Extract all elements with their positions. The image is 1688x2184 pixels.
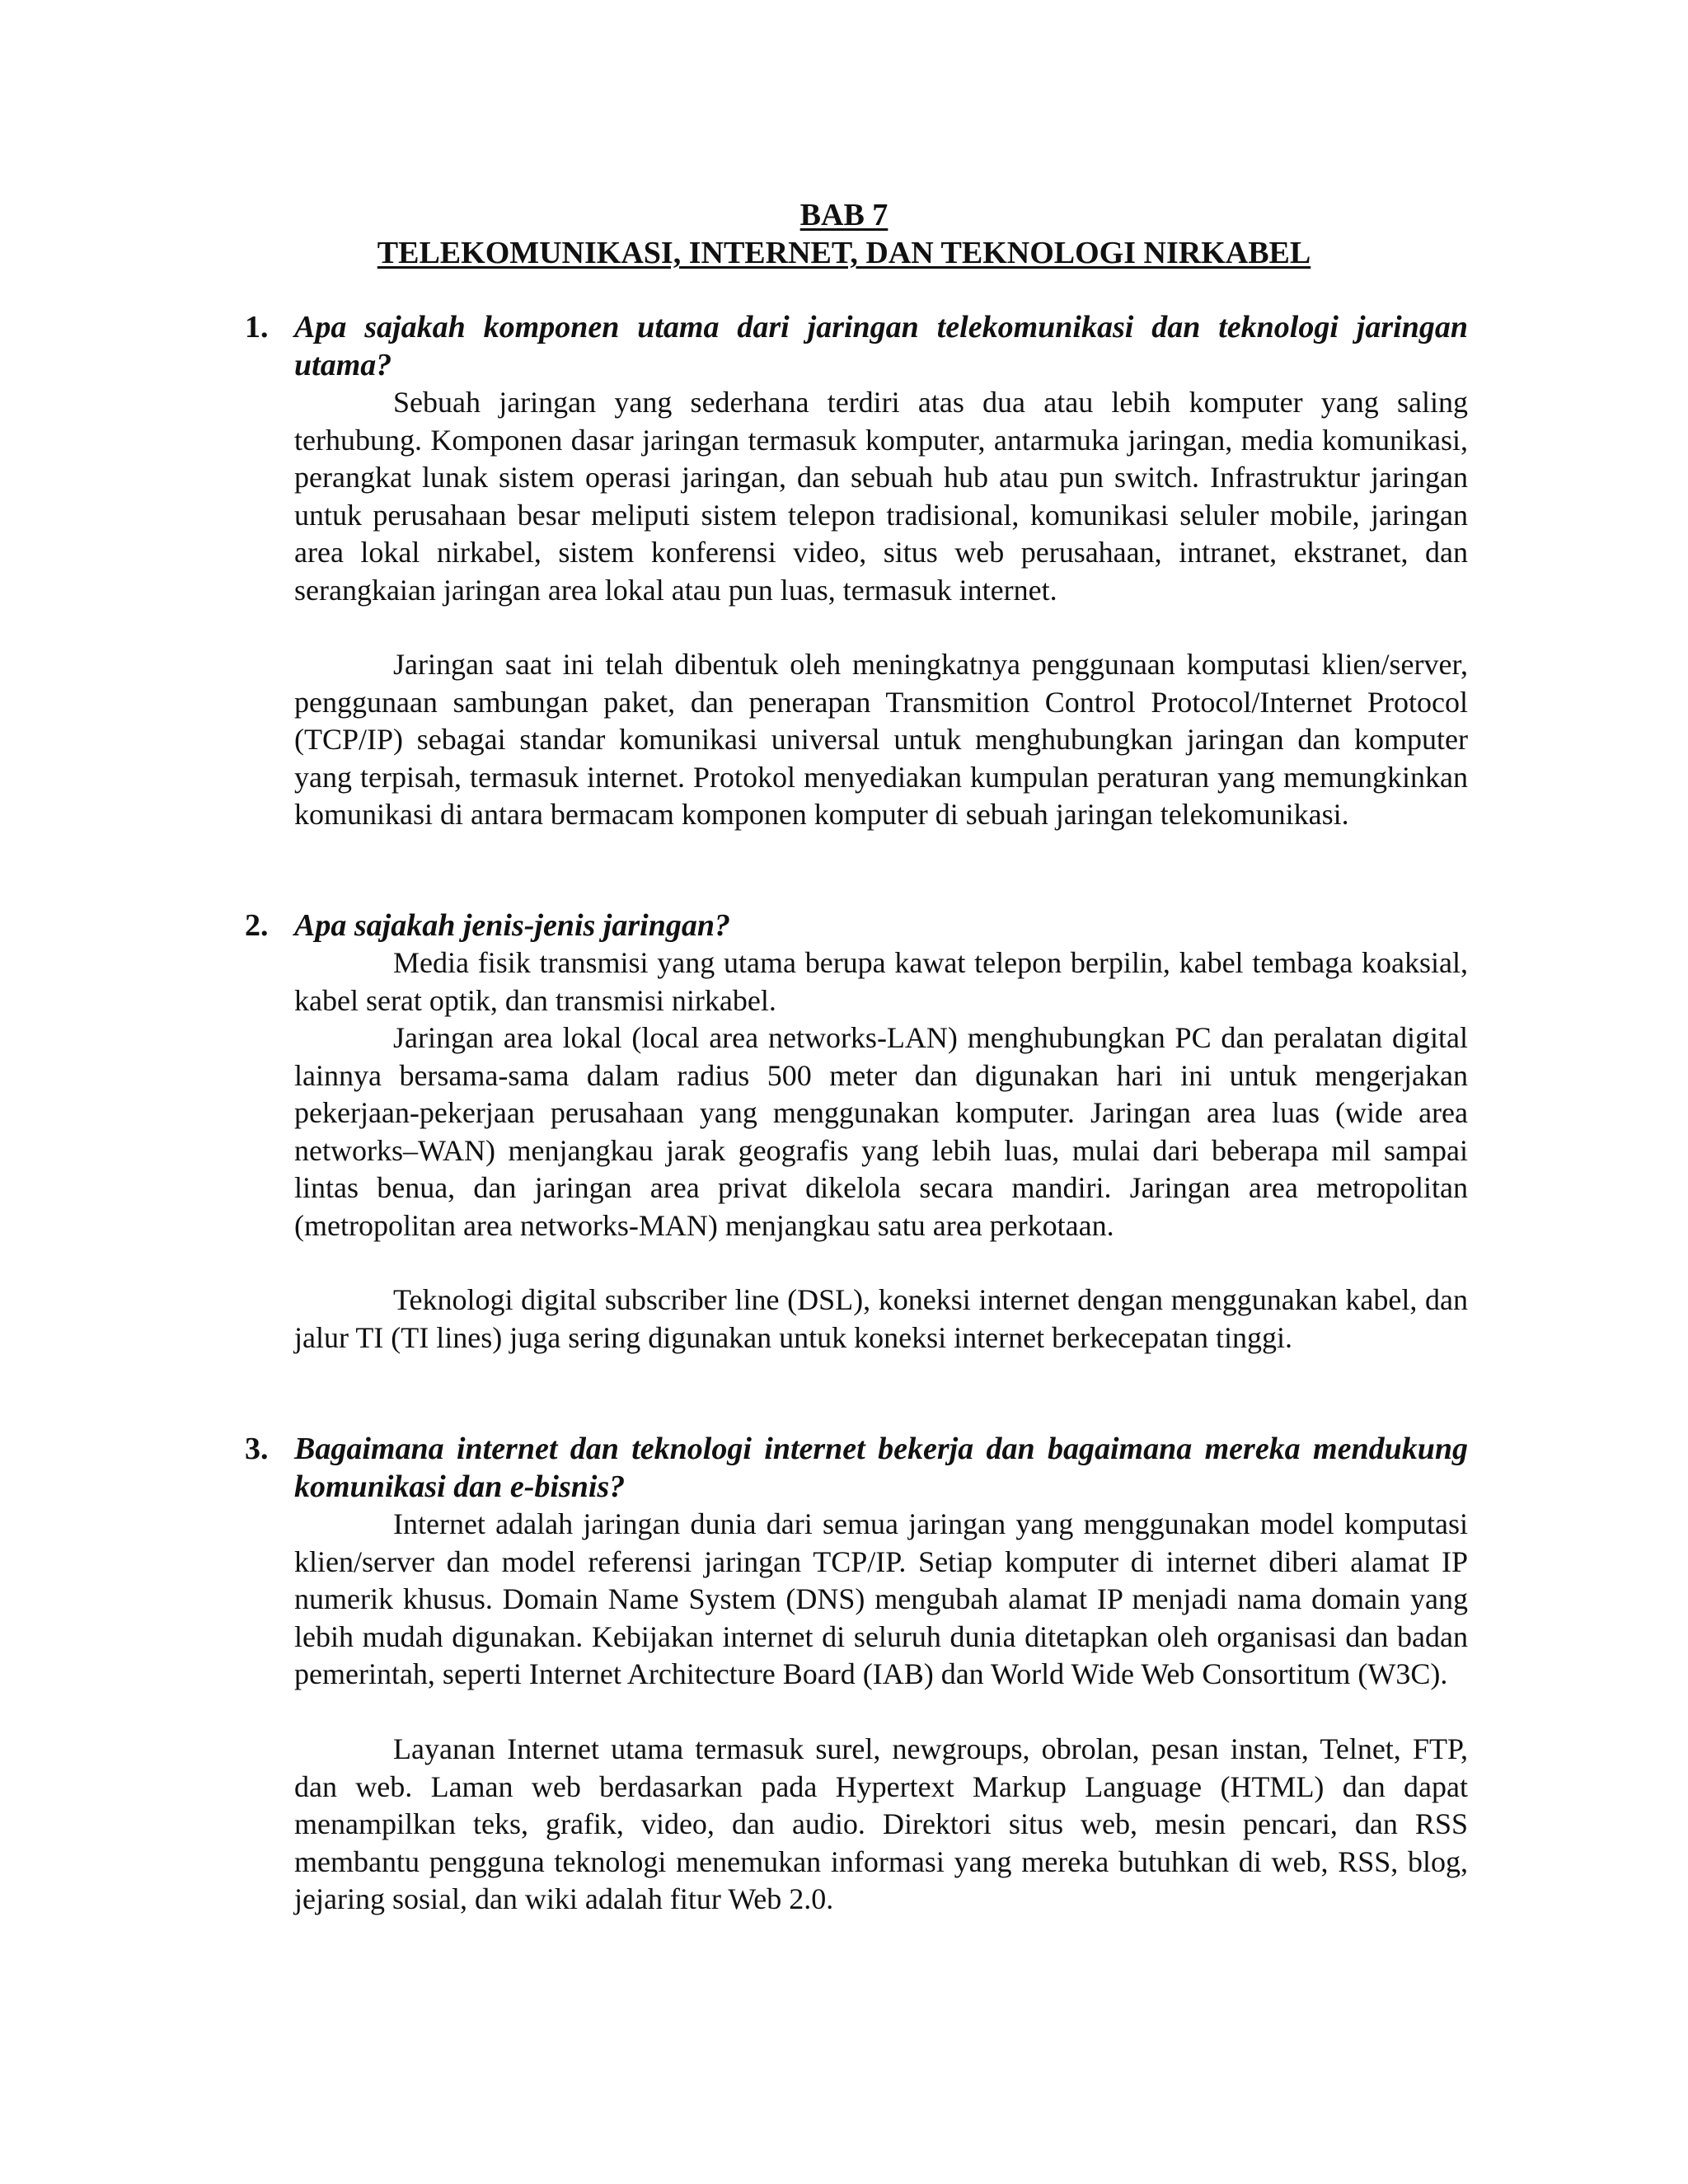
answer-paragraph: Layanan Internet utama termasuk surel, newgroups, obrolan, pesan instan, Telnet, FTP, dan web. Laman web berdasarkan pada Hypertext Markup Language (HTML) dan dapat menampilkan teks, grafik, video, dan audio. Direktori situs web, mesin pencari, dan RSS membantu pengguna teknologi menemukan informasi yang mereka butuhkan di web, RSS, blog, jejaring sosial, dan wiki adalah fitur Web 2.0. bbox=[294, 1732, 1468, 1915]
answer-paragraph: Internet adalah jaringan dunia dari semua jaringan yang menggunakan model komputasi klien/server dan model referensi jaringan TCP/IP. Setiap komputer di internet diberi alamat IP numerik khusus. Domain Name System (DNS) mengubah alamat IP menjadi nama domain yang lebih mudah digunakan. Kebijakan internet di seluruh dunia ditetapkan oleh organisasi dan badan pemerintah, seperti Internet Architecture Board (IAB) dan World Wide Web Consortitum (W3C). bbox=[294, 1507, 1468, 1690]
chapter-header bbox=[0, 196, 1688, 272]
answer-paragraph: Media fisik transmisi yang utama berupa kawat telepon berpilin, kabel tembaga koaksial, kabel serat optik, dan transmisi nirkabel. bbox=[294, 946, 1468, 1017]
answer-paragraph: Jaringan area lokal (local area networks-LAN) menghubungkan PC dan peralatan digital lainnya bersama-sama dalam radius 500 meter dan digunakan hari ini untuk mengerjakan pekerjaan-pekerjaan perusahaan yang menggunakan komputer. Jaringan area luas (wide area networks–WAN) menjangkau jarak geografis yang lebih luas, mulai dari beberapa mil sampai lintas benua, dan jaringan area privat dikelola secara mandiri. Jaringan area metropolitan (metropolitan area networks-MAN) menjangkau satu area perkotaan. bbox=[294, 1021, 1468, 1242]
question-heading: Apa sajakah komponen utama dari jaringan telekomunikasi dan teknologi jaringan utama? bbox=[294, 310, 1468, 382]
question-number: 3. bbox=[245, 1432, 269, 1466]
chapter-title: TELEKOMUNIKASI, INTERNET, DAN TEKNOLOGI NIRKABEL bbox=[377, 236, 1311, 270]
question-heading: Apa sajakah jenis-jenis jaringan? bbox=[294, 908, 730, 943]
question-number: 2. bbox=[245, 908, 269, 943]
chapter-number: BAB 7 bbox=[799, 198, 889, 232]
question-heading: Bagaimana internet dan teknologi internet bekerja dan bagaimana mereka mendukung komunikasi dan e-bisnis? bbox=[294, 1432, 1468, 1504]
question-number: 1. bbox=[245, 310, 269, 344]
answer-paragraph: Sebuah jaringan yang sederhana terdiri atas dua atau lebih komputer yang saling terhubung. Komponen dasar jaringan termasuk komputer, antarmuka jaringan, media komunikasi, perangkat lunak sistem operasi jaringan, dan sebuah hub atau pun switch. Infrastruktur jaringan untuk perusahaan besar meliputi sistem telepon tradisional, komunikasi seluler mobile, jaringan area lokal nirkabel, sistem konferensi video, situs web perusahaan, intranet, ekstranet, dan serangkaian jaringan area lokal atau pun luas, termasuk internet. bbox=[294, 386, 1468, 607]
answer-paragraph: Jaringan saat ini telah dibentuk oleh meningkatnya penggunaan komputasi klien/server, penggunaan sambungan paket, dan penerapan Transmition Control Protocol/Internet Protocol (TCP/IP) sebagai standar komunikasi universal untuk menghubungkan jaringan dan komputer yang terpisah, termasuk internet. Protokol menyediakan kumpulan peraturan yang memungkinkan komunikasi di antara bermacam komponen komputer di sebuah jaringan telekomunikasi. bbox=[294, 648, 1468, 831]
answer-paragraph: Teknologi digital subscriber line (DSL), koneksi internet dengan menggunakan kabel, dan jalur TI (TI lines) juga sering digunakan untuk koneksi internet berkecepatan tinggi. bbox=[294, 1283, 1468, 1354]
